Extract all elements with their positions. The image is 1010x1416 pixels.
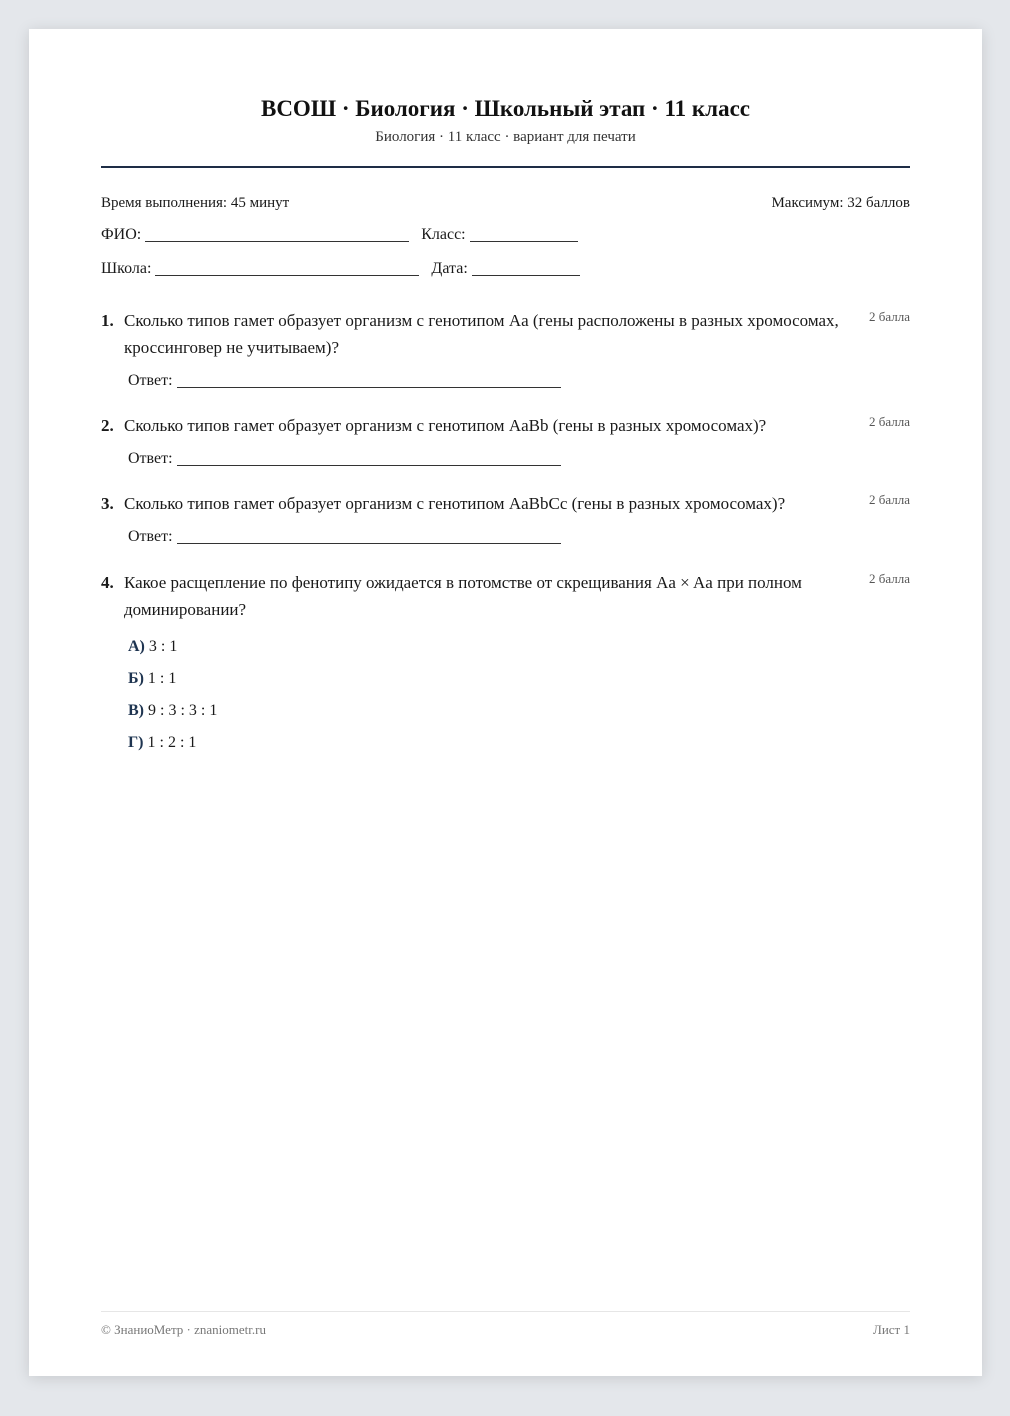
option-letter: Б) (128, 670, 144, 687)
time-limit: Время выполнения: 45 минут (101, 195, 290, 211)
question-points: 2 балла (869, 492, 910, 507)
answer-row (128, 449, 910, 469)
document-header (101, 93, 910, 147)
option-text: 1 : 2 : 1 (147, 734, 197, 751)
class-label: Класс: (421, 226, 466, 243)
answer-field[interactable] (177, 371, 561, 388)
question-3 (101, 490, 910, 547)
header-divider (101, 166, 910, 168)
document-subtitle: Биология · 11 класс · вариант для печати (375, 129, 636, 145)
meta-row (101, 193, 910, 213)
document-footer (101, 1321, 910, 1339)
school-field[interactable] (155, 259, 419, 276)
class-field[interactable] (470, 225, 578, 242)
name-field[interactable] (145, 225, 409, 242)
question-text: Сколько типов гамет образует организм с генотипом AaBbCc (гены в разных хромосомах)? (124, 494, 786, 513)
option-letter: В) (128, 702, 144, 719)
max-score: Максимум: 32 баллов (771, 195, 910, 211)
question-number: 4. (101, 573, 114, 592)
option-g[interactable] (128, 733, 910, 765)
answer-field[interactable] (177, 527, 561, 544)
question-head (101, 569, 910, 623)
answer-label: Ответ: (128, 450, 173, 467)
name-label: ФИО: (101, 226, 142, 243)
option-letter: А) (128, 638, 145, 655)
question-head (101, 412, 910, 439)
date-label: Дата: (431, 260, 468, 277)
answer-row (128, 371, 910, 391)
option-letter: Г) (128, 734, 144, 751)
document-title: ВСОШ · Биология · Школьный этап · 11 класс (260, 96, 750, 121)
question-text: Сколько типов гамет образует организм с генотипом AaBb (гены в разных хромосомах)? (124, 416, 767, 435)
question-2 (101, 412, 910, 469)
question-number: 2. (101, 416, 114, 435)
option-a[interactable] (128, 637, 910, 669)
question-4 (101, 569, 910, 765)
answer-label: Ответ: (128, 372, 173, 389)
document-sheet (29, 29, 982, 1376)
question-number: 1. (101, 311, 114, 330)
footer-copyright: © ЗнаниоМетр · znaniometr.ru (101, 1322, 266, 1337)
question-points: 2 балла (869, 571, 910, 586)
option-b[interactable] (128, 669, 910, 701)
option-text: 9 : 3 : 3 : 1 (148, 702, 218, 719)
school-date-row (101, 259, 580, 279)
question-text: Какое расщепление по фенотипу ожидается в потомстве от скрещивания Aa × Aa при полном доминировании? (124, 573, 802, 619)
answer-options (128, 637, 910, 765)
sheet-content (101, 29, 910, 1376)
name-class-row (101, 225, 578, 245)
option-text: 3 : 1 (148, 638, 178, 655)
question-text: Сколько типов гамет образует организм с генотипом Aa (гены расположены в разных хромосомах, кроссинговер не учитываем)? (124, 311, 839, 357)
question-head (101, 490, 910, 517)
page-number: Лист 1 (873, 1322, 910, 1337)
option-v[interactable] (128, 701, 910, 733)
question-1 (101, 307, 910, 391)
school-label: Школа: (101, 260, 152, 277)
option-text: 1 : 1 (147, 670, 177, 687)
date-field[interactable] (472, 259, 580, 276)
question-points: 2 балла (869, 414, 910, 429)
question-points: 2 балла (869, 309, 910, 324)
answer-label: Ответ: (128, 528, 173, 545)
question-number: 3. (101, 494, 114, 513)
answer-field[interactable] (177, 449, 561, 466)
footer-divider (101, 1311, 910, 1312)
question-head (101, 307, 910, 361)
answer-row (128, 527, 910, 547)
